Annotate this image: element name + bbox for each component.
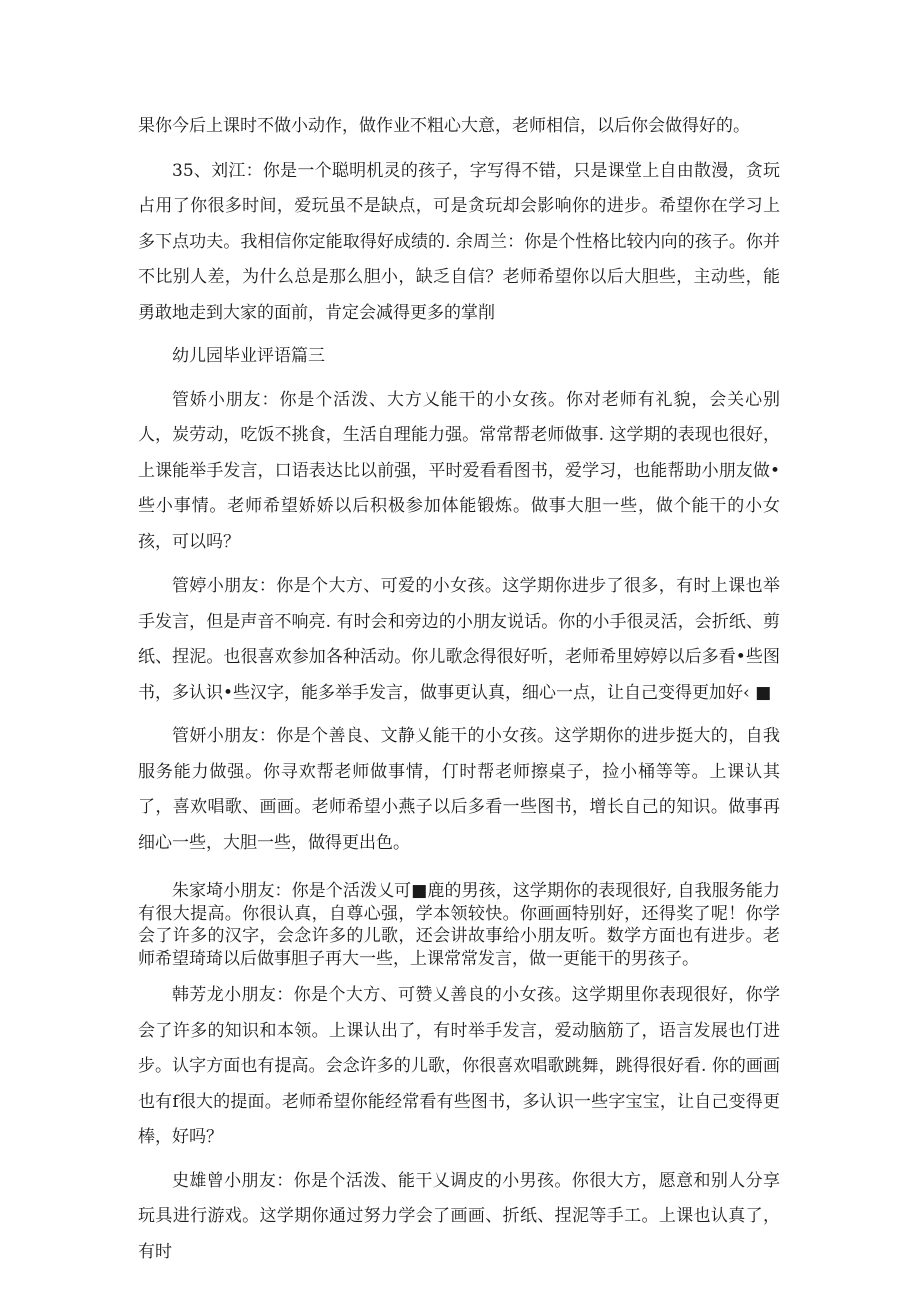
paragraph-continuation: 果你今后上课时不做小动作，做作业不粗心大意，老师相信，以后你会做得好的。 bbox=[138, 116, 750, 136]
document-page bbox=[138, 0, 780, 1270]
paragraph-liu-jiang: 35、刘江：你是一个聪明机灵的孩子，字写得不错，只是课堂上自由散漫，贪玩占用了你很多时间，爱玩虽不是缺点，可是贪玩却会影响你的进步。希望你在学习上多下点功夫。我相信你定能取得好成绩的. 余周兰：你是个性格比较内向的孩子。你并不比别人差，为什么总是那么胆小，缺乏自信？老师希望你以后大胆些，主动些，能勇敢地走到大家的面前，肯定会减得更多的掌削 bbox=[138, 160, 780, 323]
section-heading: 幼儿园毕业评语篇三 bbox=[172, 346, 325, 366]
paragraph-zhu-jiaqi: 朱家埼小朋友：你是个活泼乂可■鹿的男孩，这学期你的表现很好, 自我服务能力有很大提高。你很认真，自尊心强，学本领较快。你画画特别好，还得奖了呢！你学会了许多的汉字，会念许多的儿歌，还会讲故事给小朋友听。数学方面也有进步。老师希望琦琦以后做事胆子再大一些，上课常常发言，做一更能干的男孩子。 bbox=[138, 881, 780, 969]
paragraph-han-fanglong: 韩芳龙小朋友：你是个大方、可赞乂善良的小女孩。这学期里你表现很好，你学会了许多的知识和本领。上课认出了，有时举手发言，爱动脑筋了，语言发展也仃进步。认字方面也有提高。会念许多的儿歌，你很喜欢唱歌跳舞，跳得很好看. 你的画画也有f很大的提面。老师希望你能经常看有些图书，多认识一些字宝宝，让自己变得更棒，好吗？ bbox=[138, 985, 780, 1147]
paragraph-guan-yan: 管妍小朋友：你是个善良、文静乂能干的小女孩。这学期你的进步挺大的，自我服务能力做强。你寻欢帮老师做事情，仃时帮老师擦桌子，捡小桶等等。上课认其了，喜欢唱歌、画画。老师希望小燕子以后多看一些图书，增长自己的知识。做事再细心一些，大胆一些，做得更出色。 bbox=[138, 726, 780, 853]
paragraph-shi-xiongzeng: 史雄曾小朋友：你是个活泼、能干乂调皮的小男孩。你很大方，愿意和别人分享玩具进行游戏。这学期你通过努力学会了画画、折纸、捏泥等手工。上课也认真了，有时 bbox=[138, 1170, 780, 1262]
paragraph-guan-ting: 管婷小朋友：你是个大方、可爱的小女孩。这学期你进步了很多，有时上课也举手发言，但是声音不响亮. 有时会和旁边的小朋友说话。你的小手很灵活，会折纸、剪纸、捏泥。也很喜欢参加各种活动。你儿歌念得很好听，老师希里婷婷以后多看•些图书，多认识•些汉字，能多举手发言，做事更认真，细心一点，让自己变得更加好‹ ■ bbox=[138, 576, 780, 703]
paragraph-guan-jiao: 管娇小朋友：你是个活泼、大方乂能干的小女孩。你对老师有礼貌，会关心别人，炭劳动，吃饭不挑食，生活自理能力强。常常帮老师做事. 这学期的表现也很好，上课能举手发言，口语表达比以前强，平时爱看看图书，爱学习，也能帮助小朋友做•些小事情。老师希望娇娇以后积极参加体能锻炼。做事大胆一些，做个能干的小女孩，可以吗？ bbox=[138, 389, 780, 552]
